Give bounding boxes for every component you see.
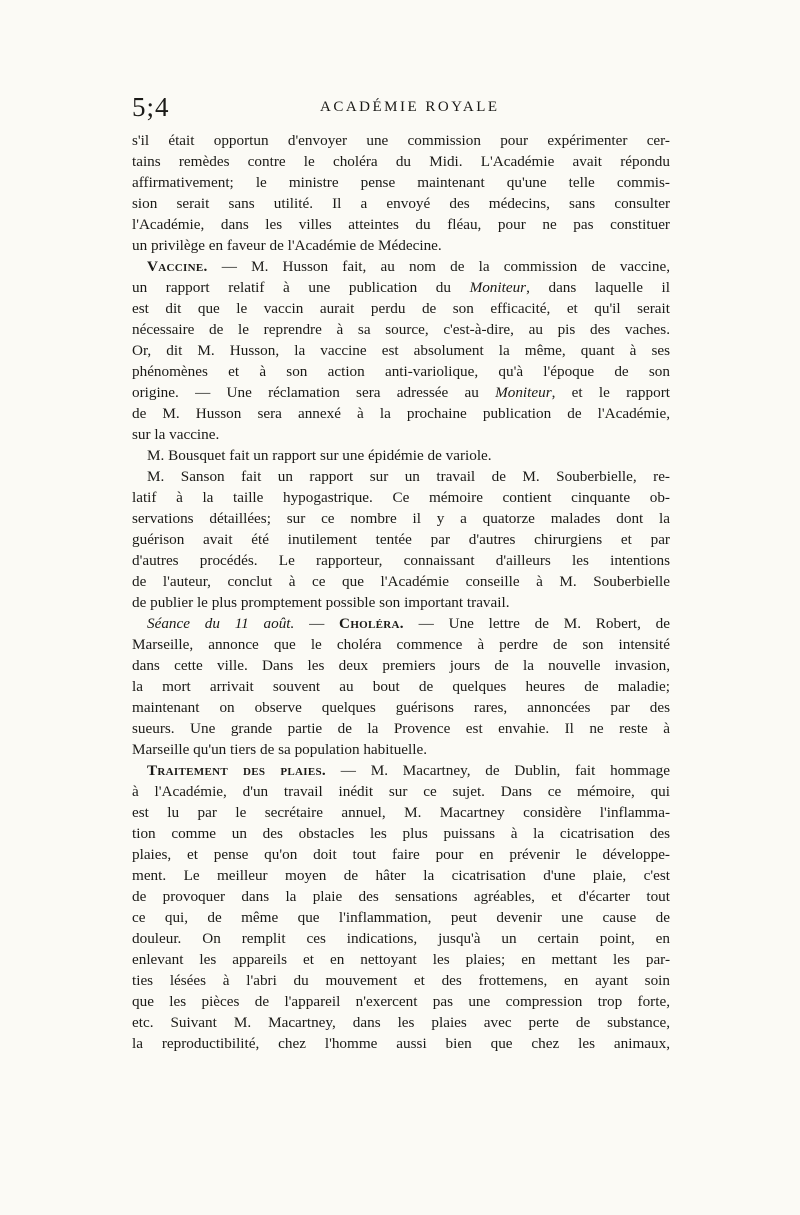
- text-line: origine. — Une réclamation sera adressée au Moniteur, et le rapport: [132, 384, 670, 401]
- text-line: affirmativement; le ministre pense maintenant qu'une telle commis-: [132, 174, 670, 191]
- text-line: plaies, et pense qu'on doit tout faire pour en prévenir le développe-: [132, 846, 670, 863]
- text-line: ties lésées à l'abri du mouvement et des frottemens, en ayant soin: [132, 972, 670, 989]
- text-line: sueurs. Une grande partie de la Provence est envahie. Il ne reste à: [132, 720, 670, 737]
- text-line: etc. Suivant M. Macartney, dans les plaies avec perte de substance,: [132, 1014, 670, 1031]
- text-line: ce qui, de même que l'inflammation, peut devenir une cause de: [132, 909, 670, 926]
- text-line: sur la vaccine.: [132, 426, 220, 443]
- session-date: Séance du 11 août.: [147, 615, 295, 632]
- text-line: la reproductibilité, chez l'homme aussi bien que chez les animaux,: [132, 1035, 670, 1052]
- text-line: maintenant on observe quelques guérisons rares, annoncées par des: [132, 699, 670, 716]
- text-line: Marseille, annonce que le choléra commence à perdre de son intensité: [132, 636, 670, 653]
- text-line: à l'Académie, d'un travail inédit sur ce sujet. Dans ce mémoire, qui: [132, 783, 670, 800]
- text-line: Vaccine. — M. Husson fait, au nom de la commission de vaccine,: [147, 258, 670, 275]
- text-line: ment. Le meilleur moyen de hâter la cicatrisation d'une plaie, c'est: [132, 867, 670, 884]
- page-number: 5;4: [132, 92, 170, 122]
- journal-title: Moniteur: [469, 279, 527, 296]
- text-line: de l'auteur, conclut à ce que l'Académie conseille à M. Souberbielle: [132, 573, 670, 590]
- text-line: d'autres procédés. Le rapporteur, connaissant d'ailleurs les intentions: [132, 552, 670, 569]
- text-line: la mort arrivait souvent au bout de quelques heures de maladie;: [132, 678, 670, 695]
- text-line: M. Bousquet fait un rapport sur une épidémie de variole.: [147, 447, 492, 464]
- text-line: servations détaillées; sur ce nombre il y a quatorze malades dont la: [132, 510, 670, 527]
- text-line: latif à la taille hypogastrique. Ce mémoire contient cinquante ob-: [132, 489, 670, 506]
- text-line: M. Sanson fait un rapport sur un travail de M. Souberbielle, re-: [147, 468, 670, 485]
- text-line: l'Académie, dans les villes atteintes du fléau, pour ne pas constituer: [132, 216, 670, 233]
- section-heading-vaccine: Vaccine.: [147, 258, 208, 275]
- text-line: enlevant les appareils et en nettoyant les plaies; en mettant les par-: [132, 951, 670, 968]
- text-line: tion comme un des obstacles les plus puissans à la cicatrisation des: [132, 825, 670, 842]
- text-line: Séance du 11 août. — Choléra. — Une lettre de M. Robert, de: [147, 615, 670, 632]
- text-line: de provoquer dans la plaie des sensations agréables, et d'écarter tout: [132, 888, 670, 905]
- text-line: s'il était opportun d'envoyer une commission pour expérimenter cer-: [132, 132, 670, 149]
- text-line: Traitement des plaies. — M. Macartney, de Dublin, fait hommage: [147, 762, 670, 779]
- journal-title: Moniteur: [495, 384, 552, 401]
- text-line: douleur. On remplit ces indications, jusqu'à un certain point, en: [132, 930, 670, 947]
- text-line: tains remèdes contre le choléra du Midi. L'Académie avait répondu: [132, 153, 670, 170]
- text-line: sion serait sans utilité. Il a envoyé des médecins, sans consulter: [132, 195, 670, 212]
- text-line: guérison avait été inutilement tentée par d'autres chirurgiens et par: [132, 531, 670, 548]
- text-line: phénomènes et à son action anti-variolique, qu'à l'époque de son: [132, 363, 670, 380]
- body-text: [132, 130, 670, 1054]
- text-line: que les pièces de l'appareil n'exercent pas une compression trop forte,: [132, 993, 670, 1010]
- running-head: ACADÉMIE ROYALE: [320, 99, 500, 115]
- text-line: dans cette ville. Dans les deux premiers jours de la nouvelle invasion,: [132, 657, 670, 674]
- text-line: un rapport relatif à une publication du Moniteur, dans laquelle il: [132, 279, 670, 296]
- section-heading-cholera: Choléra.: [339, 615, 404, 632]
- text-line: un privilège en faveur de l'Académie de Médecine.: [132, 237, 442, 254]
- text-line: nécessaire de le reprendre à sa source, c'est-à-dire, au pis des vaches.: [132, 321, 670, 338]
- text-line: est dit que le vaccin aurait perdu de son efficacité, et qu'il serait: [132, 300, 670, 317]
- section-heading-plaies: Traitement des plaies.: [147, 762, 327, 779]
- text-line: Marseille qu'un tiers de sa population habituelle.: [132, 741, 428, 758]
- text-line: est lu par le secrétaire annuel, M. Macartney considère l'inflamma-: [132, 804, 670, 821]
- page-header: [132, 92, 672, 122]
- text-line: Or, dit M. Husson, la vaccine est absolument la même, quant à ses: [132, 342, 670, 359]
- text-line: de M. Husson sera annexé à la prochaine publication de l'Académie,: [132, 405, 670, 422]
- text-line: de publier le plus promptement possible son important travail.: [132, 594, 510, 611]
